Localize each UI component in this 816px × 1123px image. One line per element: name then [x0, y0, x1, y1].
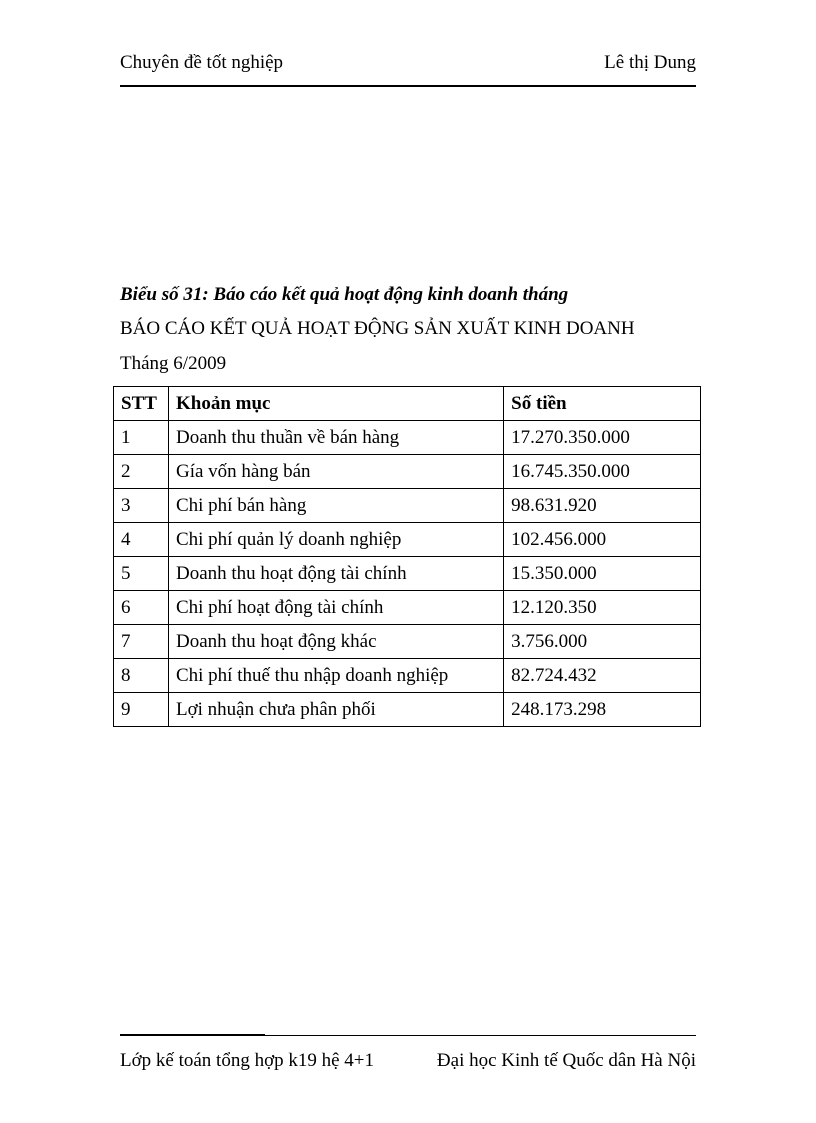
cell-amount: 82.724.432 [504, 659, 701, 693]
cell-stt: 1 [114, 421, 169, 455]
header-amount: Số tiền [504, 387, 701, 421]
cell-item: Chi phí hoạt động tài chính [168, 591, 503, 625]
report-period: Tháng 6/2009 [120, 353, 227, 374]
header-item: Khoản mục [168, 387, 503, 421]
footer-university: Đại học Kinh tế Quốc dân Hà Nội [436, 1050, 696, 1071]
cell-amount: 248.173.298 [504, 693, 701, 727]
cell-amount: 102.456.000 [504, 523, 701, 557]
table-row [114, 557, 701, 591]
table-row [114, 693, 701, 727]
footer-class-name: Lớp kế toán tổng hợp k19 hệ 4+1 [120, 1050, 375, 1071]
table-row [114, 421, 701, 455]
cell-item: Doanh thu hoạt động tài chính [168, 557, 503, 591]
cell-amount: 15.350.000 [504, 557, 701, 591]
cell-stt: 2 [114, 455, 169, 489]
cell-stt: 6 [114, 591, 169, 625]
table-header-row [114, 387, 701, 421]
report-title: BÁO CÁO KẾT QUẢ HOẠT ĐỘNG SẢN XUẤT KINH DOANH [120, 318, 635, 339]
table-row [114, 455, 701, 489]
header-document-title: Chuyên đề tốt nghiệp [120, 52, 284, 73]
cell-amount: 17.270.350.000 [504, 421, 701, 455]
header-author: Lê thị Dung [604, 52, 696, 73]
cell-stt: 5 [114, 557, 169, 591]
cell-stt: 9 [114, 693, 169, 727]
cell-item: Doanh thu thuần về bán hàng [168, 421, 503, 455]
cell-item: Chi phí quản lý doanh nghiệp [168, 523, 503, 557]
table-caption: Biểu số 31: Báo cáo kết quả hoạt động kinh doanh tháng [120, 284, 569, 305]
table-row [114, 591, 701, 625]
cell-item: Lợi nhuận chưa phân phối [168, 693, 503, 727]
cell-item: Doanh thu hoạt động khác [168, 625, 503, 659]
cell-item: Gía vốn hàng bán [168, 455, 503, 489]
header-stt: STT [114, 387, 169, 421]
cell-stt: 8 [114, 659, 169, 693]
cell-item: Chi phí bán hàng [168, 489, 503, 523]
cell-stt: 7 [114, 625, 169, 659]
cell-amount: 12.120.350 [504, 591, 701, 625]
table-row [114, 659, 701, 693]
cell-amount: 3.756.000 [504, 625, 701, 659]
table-row [114, 625, 701, 659]
cell-amount: 16.745.350.000 [504, 455, 701, 489]
header-divider [120, 85, 696, 87]
table-row [114, 523, 701, 557]
cell-stt: 4 [114, 523, 169, 557]
cell-amount: 98.631.920 [504, 489, 701, 523]
cell-item: Chi phí thuế thu nhập doanh nghiệp [168, 659, 503, 693]
report-table [113, 386, 701, 727]
footer-divider [120, 1035, 696, 1036]
table-row [114, 489, 701, 523]
cell-stt: 3 [114, 489, 169, 523]
